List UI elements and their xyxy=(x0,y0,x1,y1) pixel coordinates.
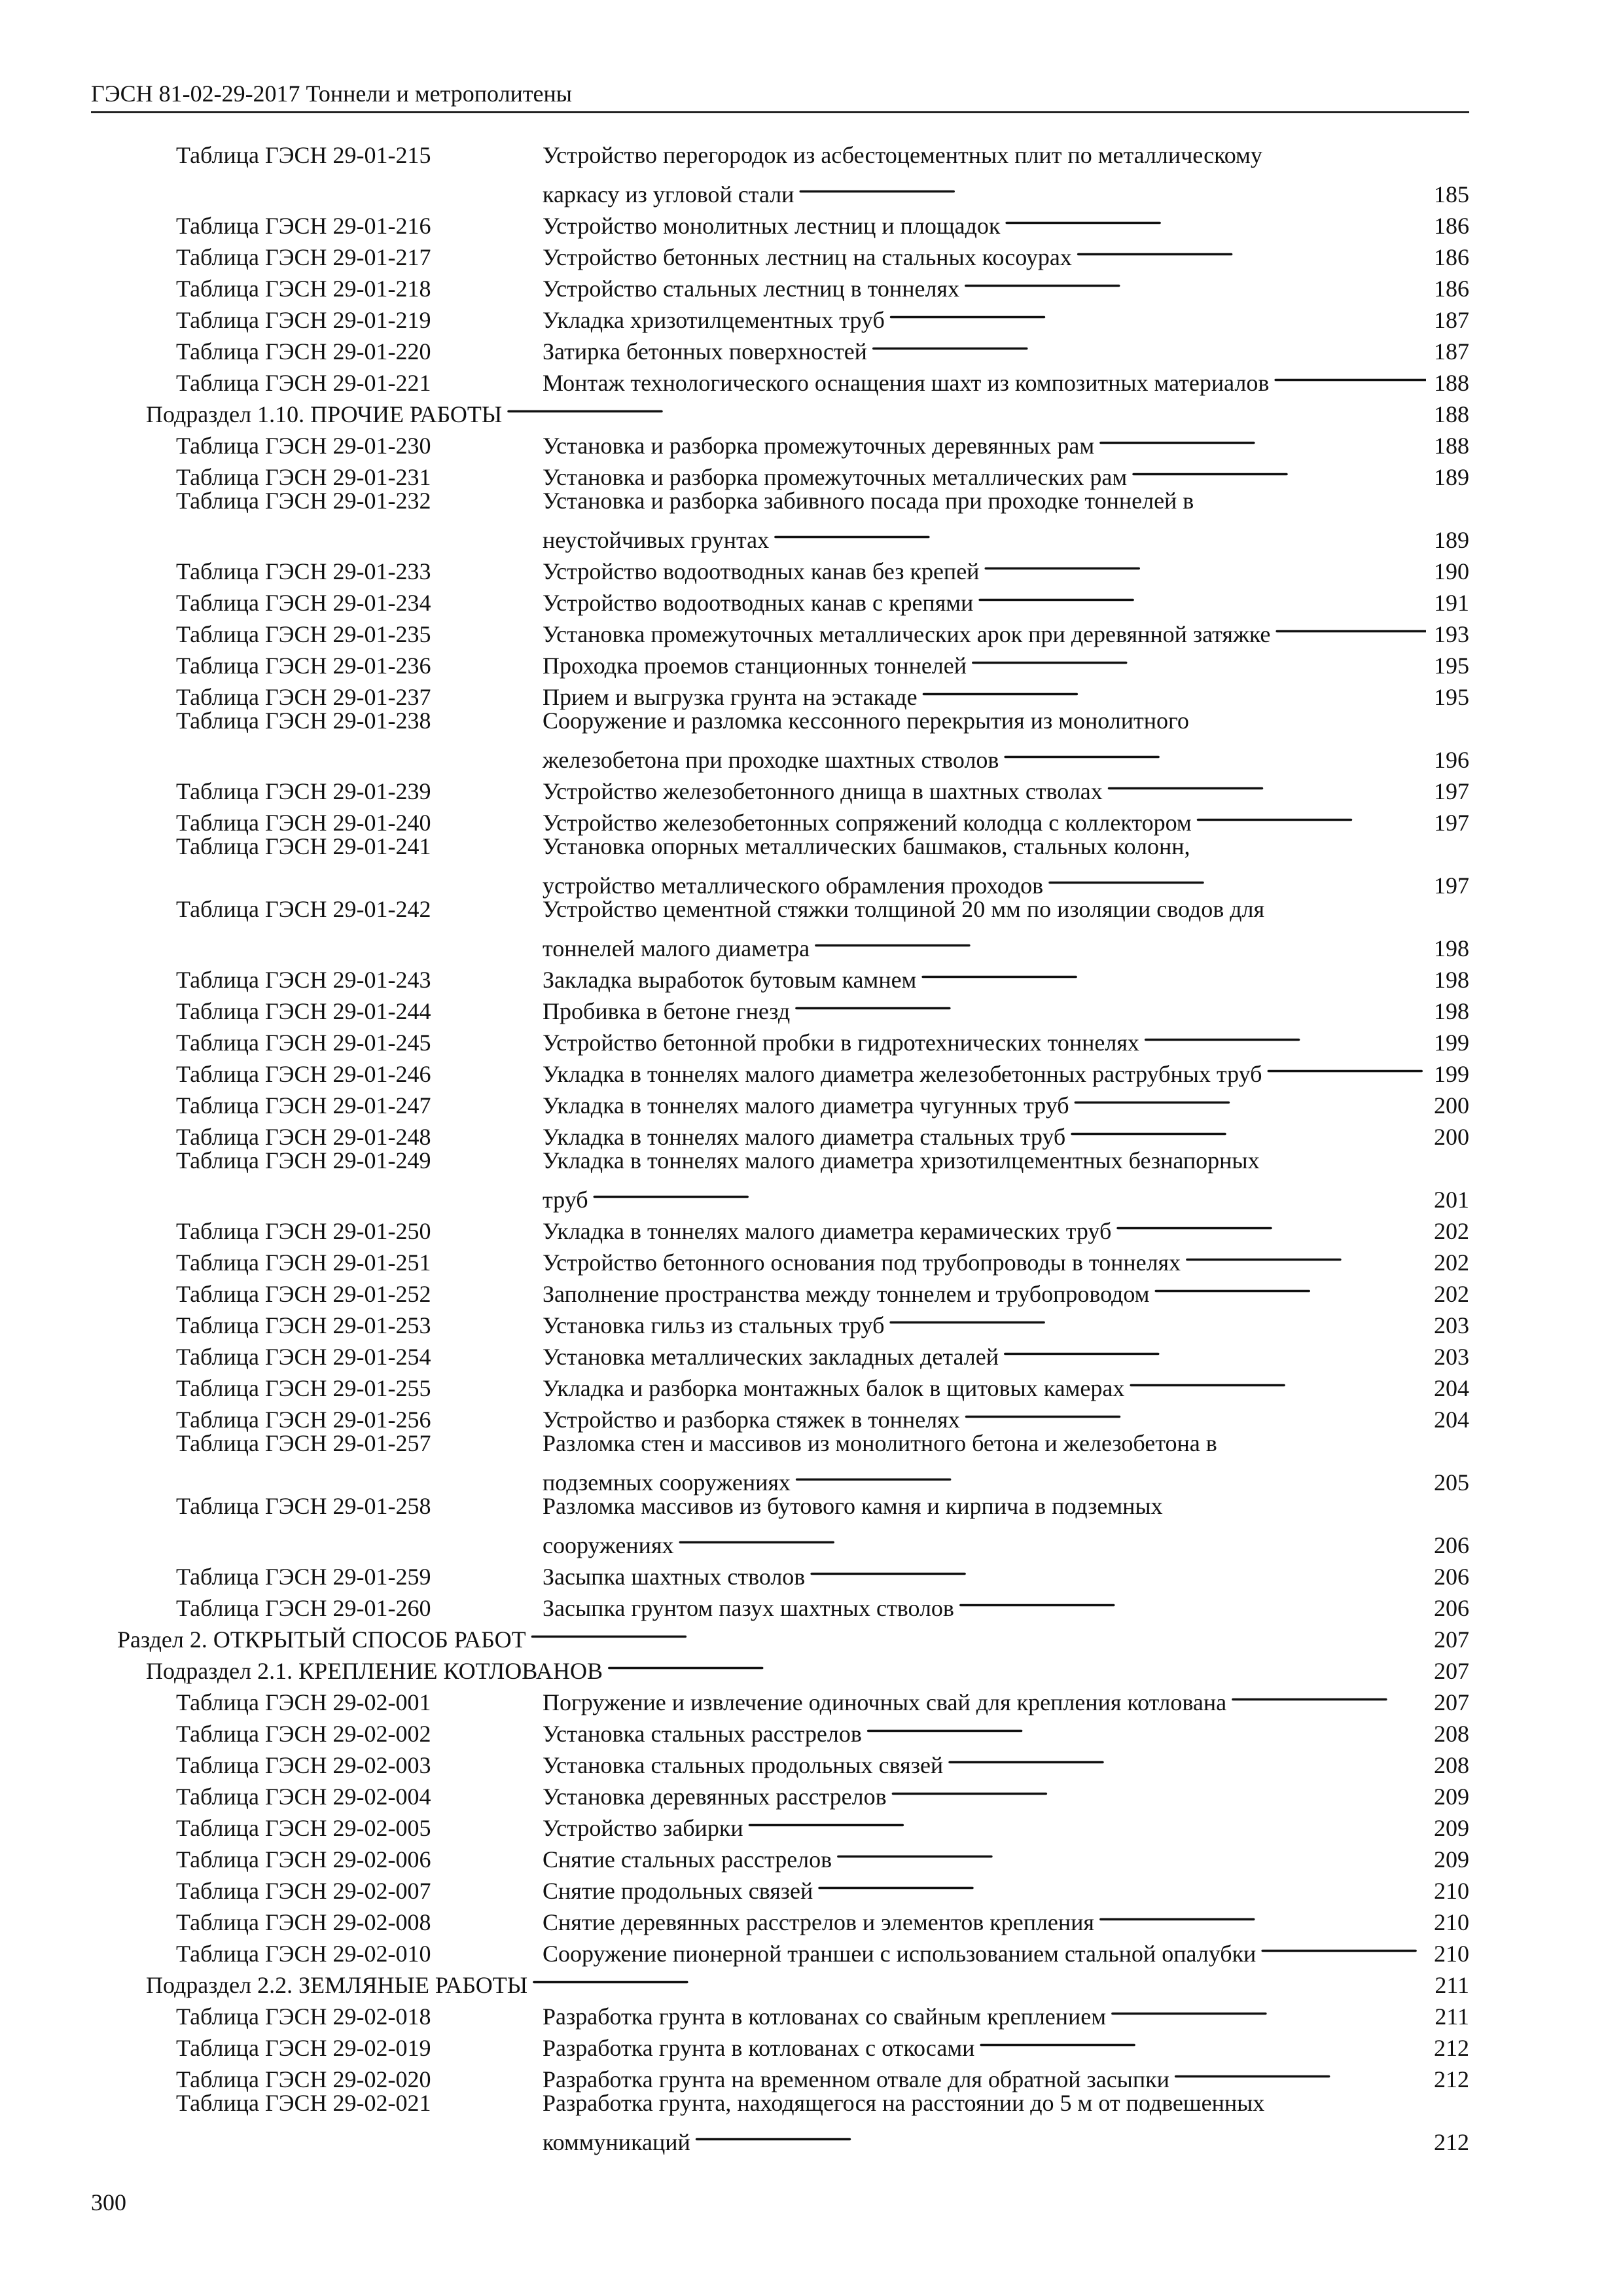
toc-entry[interactable] xyxy=(91,988,1469,1024)
dot-leader xyxy=(964,1396,1426,1427)
toc-page-number: 196 xyxy=(1434,747,1469,773)
toc-page-number: 195 xyxy=(1434,684,1469,710)
toc-entry-title: Сооружение и разломка кессонного перекрытия из монолитного xyxy=(543,708,1189,734)
toc-entry[interactable] xyxy=(91,1585,1469,1621)
toc-entry-code: Таблица ГЭСН 29-02-021 xyxy=(176,2090,431,2116)
toc-entry[interactable] xyxy=(91,642,1469,679)
toc-page-number: 200 xyxy=(1434,1124,1469,1150)
toc-entry-code: Таблица ГЭСН 29-02-006 xyxy=(176,1846,431,1873)
toc-entry-code: Таблица ГЭСН 29-01-216 xyxy=(176,213,431,239)
toc-page-number: 210 xyxy=(1434,1941,1469,1967)
toc-entry[interactable] xyxy=(91,1553,1469,1590)
toc-entry[interactable] xyxy=(91,548,1469,584)
toc-entry[interactable] xyxy=(91,705,1469,773)
toc-entry-title: Устройство бетонных лестниц на стальных косоурах xyxy=(543,244,1072,270)
dot-leader xyxy=(1274,611,1426,642)
toc-entry[interactable] xyxy=(91,1208,1469,1244)
toc-page-number: 204 xyxy=(1434,1407,1469,1433)
toc-entry-title: тоннелей малого диаметра xyxy=(543,935,810,961)
toc-entry-title: Устройство железобетонного днища в шахтных стволах xyxy=(543,778,1103,804)
toc-entry[interactable] xyxy=(91,1773,1469,1810)
toc-entry-title: неустойчивых грунтах xyxy=(543,527,770,553)
toc-entry-title: Пробивка в бетоне гнезд xyxy=(543,998,791,1024)
toc-entry-code: Таблица ГЭСН 29-01-215 xyxy=(176,142,431,168)
toc-entry-title: Разработка грунта, находящегося на расстоянии до 5 м от подвешенных xyxy=(543,2090,1265,2116)
dot-leader xyxy=(1131,454,1426,485)
toc-entry-title: Устройство железобетонных сопряжений колодца с коллектором xyxy=(543,810,1192,836)
toc-entry[interactable] xyxy=(91,1270,1469,1307)
toc-entry[interactable] xyxy=(91,1836,1469,1873)
toc-entry-code: Таблица ГЭСН 29-02-010 xyxy=(176,1941,431,1967)
toc-entry[interactable] xyxy=(91,1742,1469,1778)
toc-entry[interactable] xyxy=(91,1396,1469,1433)
dot-leader xyxy=(920,956,1426,988)
toc-entry-code: Таблица ГЭСН 29-01-235 xyxy=(176,621,431,647)
toc-page-number: 189 xyxy=(1434,464,1469,490)
toc-entry[interactable] xyxy=(91,1239,1469,1276)
toc-entry[interactable] xyxy=(91,328,1469,365)
toc-entry-code: Таблица ГЭСН 29-01-242 xyxy=(176,896,431,922)
toc-entry[interactable] xyxy=(91,1490,1469,1558)
toc-entry-code: Таблица ГЭСН 29-01-248 xyxy=(176,1124,431,1150)
toc-entry[interactable] xyxy=(91,454,1469,490)
toc-page-number: 191 xyxy=(1434,590,1469,616)
toc-entry-title: Устройство стальных лестниц в тоннелях xyxy=(543,276,959,302)
toc-page-number: 185 xyxy=(1434,181,1469,207)
running-header xyxy=(91,75,1469,113)
toc-entry-code: Таблица ГЭСН 29-02-005 xyxy=(176,1815,431,1841)
dot-leader xyxy=(971,642,1426,673)
dot-leader xyxy=(958,1585,1426,1616)
toc-entry[interactable] xyxy=(91,1113,1469,1150)
toc-entry-code: Таблица ГЭСН 29-01-220 xyxy=(176,338,431,365)
toc-entry[interactable] xyxy=(91,831,1469,899)
toc-page-number: 209 xyxy=(1434,1784,1469,1810)
toc-entry[interactable] xyxy=(91,2087,1469,2155)
dot-leader xyxy=(836,1836,1426,1867)
toc-entry[interactable] xyxy=(91,799,1469,836)
toc-page-number: 201 xyxy=(1434,1187,1469,1213)
toc-entry[interactable] xyxy=(91,893,1469,961)
toc-entry-title: Установка стальных расстрелов xyxy=(543,1721,862,1747)
toc-entry-code: Таблица ГЭСН 29-01-238 xyxy=(176,708,431,734)
toc-entry-code: Таблица ГЭСН 29-01-247 xyxy=(176,1092,431,1119)
toc-entry-title: Укладка в тоннелях малого диаметра стальных труб xyxy=(543,1124,1066,1150)
toc-entry[interactable] xyxy=(91,202,1469,239)
toc-entry-title: подземных сооружениях xyxy=(543,1469,791,1496)
toc-page-number: 211 xyxy=(1435,2003,1469,2030)
dot-leader xyxy=(592,1176,1426,1208)
toc-entry-title: Укладка в тоннелях малого диаметра керамических труб xyxy=(543,1218,1112,1244)
toc-page-number: 206 xyxy=(1434,1532,1469,1558)
toc-page-number: 199 xyxy=(1434,1061,1469,1087)
dot-leader xyxy=(889,296,1426,328)
toc-page-number: 212 xyxy=(1434,2066,1469,2092)
dot-leader xyxy=(963,265,1426,296)
toc-entry-title: Устройство водоотводных канав без крепей xyxy=(543,558,980,584)
toc-page-number: 202 xyxy=(1434,1281,1469,1307)
toc-entry-code: Таблица ГЭСН 29-02-008 xyxy=(176,1909,431,1935)
toc-entry-title: Установка металлических закладных деталей xyxy=(543,1344,999,1370)
toc-entry-code: Таблица ГЭСН 29-01-217 xyxy=(176,244,431,270)
dot-leader xyxy=(871,328,1426,359)
toc-page-number: 186 xyxy=(1434,244,1469,270)
toc-entry-code: Таблица ГЭСН 29-01-246 xyxy=(176,1061,431,1087)
toc-entry-code: Таблица ГЭСН 29-02-020 xyxy=(176,2066,431,2092)
toc-entry-code: Таблица ГЭСН 29-01-236 xyxy=(176,653,431,679)
toc-entry-code: Таблица ГЭСН 29-02-018 xyxy=(176,2003,431,2030)
toc-entry-title: Устройство и разборка стяжек в тоннелях xyxy=(543,1407,960,1433)
toc-page-number: 206 xyxy=(1434,1564,1469,1590)
dot-leader xyxy=(888,1302,1426,1333)
toc-page-number: 207 xyxy=(1434,1658,1469,1684)
toc-page-number: 211 xyxy=(1435,1972,1469,1998)
dot-leader xyxy=(921,673,1426,705)
toc-entry[interactable] xyxy=(91,2056,1469,2092)
dot-leader xyxy=(1266,1050,1426,1082)
dot-leader xyxy=(1196,799,1426,831)
toc-entry[interactable] xyxy=(91,956,1469,993)
toc-entry-title: труб xyxy=(543,1187,588,1213)
toc-page-number: 207 xyxy=(1434,1689,1469,1715)
toc-entry-code: Таблица ГЭСН 29-02-007 xyxy=(176,1878,431,1904)
dot-leader xyxy=(977,579,1426,611)
toc-page-number: 200 xyxy=(1434,1092,1469,1119)
toc-page-number: 197 xyxy=(1434,872,1469,899)
toc-page-number: 203 xyxy=(1434,1344,1469,1370)
dot-leader xyxy=(809,1553,1426,1585)
toc-page-number: 195 xyxy=(1434,653,1469,679)
toc-entry-title: Прием и выгрузка грунта на эстакаде xyxy=(543,684,918,710)
toc-entry-title: сооружениях xyxy=(543,1532,674,1558)
toc-entry-code: Таблица ГЭСН 29-01-252 xyxy=(176,1281,431,1307)
dot-leader xyxy=(947,1742,1426,1773)
toc-page-number: 188 xyxy=(1434,370,1469,396)
toc-page-number: 210 xyxy=(1434,1878,1469,1904)
toc-entry[interactable] xyxy=(91,1710,1469,1747)
toc-page-number: 208 xyxy=(1434,1721,1469,1747)
toc-entry-title: Укладка в тоннелях малого диаметра хризотилцементных безнапорных xyxy=(543,1147,1260,1174)
toc-section[interactable] xyxy=(91,1616,1469,1653)
toc-entry-title: Установка и разборка промежуточных металлических рам xyxy=(543,464,1128,490)
dot-leader xyxy=(1073,1082,1426,1113)
toc-entry-code: Таблица ГЭСН 29-01-244 xyxy=(176,998,431,1024)
toc-entry[interactable] xyxy=(91,1899,1469,1935)
toc-entry-code: Таблица ГЭСН 29-01-257 xyxy=(176,1430,431,1456)
toc-entry-code: Таблица ГЭСН 29-02-004 xyxy=(176,1784,431,1810)
toc-page-number: 212 xyxy=(1434,2035,1469,2061)
toc-entry-title: Устройство бетонного основания под трубопроводы в тоннелях xyxy=(543,1249,1181,1276)
toc-entry-title: Засыпка шахтных стволов xyxy=(543,1564,806,1590)
toc-entry[interactable] xyxy=(91,485,1469,553)
dot-leader xyxy=(773,516,1426,548)
dot-leader xyxy=(817,1867,1426,1899)
toc-entry-title: Разработка грунта в котлованах со свайным креплением xyxy=(543,2003,1107,2030)
toc-page-number: 208 xyxy=(1434,1752,1469,1778)
toc-entry-title: Укладка и разборка монтажных балок в щитовых камерах xyxy=(543,1375,1125,1401)
dot-leader xyxy=(1110,1993,1426,2024)
toc-page-number: 209 xyxy=(1434,1815,1469,1841)
toc-entry-code: Таблица ГЭСН 29-01-219 xyxy=(176,307,431,333)
toc-entry-code: Таблица ГЭСН 29-01-232 xyxy=(176,488,431,514)
toc-entry-code: Таблица ГЭСН 29-01-240 xyxy=(176,810,431,836)
toc-page-number: 209 xyxy=(1434,1846,1469,1873)
dot-leader xyxy=(694,2119,1426,2150)
toc-entry-code: Таблица ГЭСН 29-01-243 xyxy=(176,967,431,993)
toc-entry-title: Разломка стен и массивов из монолитного бетона и железобетона в xyxy=(543,1430,1217,1456)
toc-entry-title: Устройство перегородок из асбестоцементных плит по металлическому xyxy=(543,142,1262,168)
toc-entry-code: Таблица ГЭСН 29-02-019 xyxy=(176,2035,431,2061)
toc-subsection[interactable] xyxy=(91,1962,1469,1998)
dot-leader xyxy=(794,1459,1426,1490)
dot-leader xyxy=(1143,1019,1426,1050)
dot-leader xyxy=(978,2024,1426,2056)
toc-entry-code: Таблица ГЭСН 29-01-256 xyxy=(176,1407,431,1433)
toc-subsection-label: Подраздел 2.2. ЗЕМЛЯНЫЕ РАБОТЫ xyxy=(146,1972,528,1998)
dot-leader xyxy=(866,1710,1426,1742)
toc-entry-title: Устройство цементной стяжки толщиной 20 мм по изоляции сводов для xyxy=(543,896,1265,922)
toc-entry-code: Таблица ГЭСН 29-02-002 xyxy=(176,1721,431,1747)
toc-page-number: 186 xyxy=(1434,276,1469,302)
toc-entry-title: Разработка грунта в котлованах с откосами xyxy=(543,2035,975,2061)
toc-page-number: 198 xyxy=(1434,935,1469,961)
toc-page-number: 198 xyxy=(1434,967,1469,993)
toc-entry-code: Таблица ГЭСН 29-01-218 xyxy=(176,276,431,302)
toc-entry-code: Таблица ГЭСН 29-01-230 xyxy=(176,433,431,459)
toc-page-number: 188 xyxy=(1434,433,1469,459)
dot-leader xyxy=(678,1522,1427,1553)
dot-leader xyxy=(1047,862,1426,893)
dot-leader xyxy=(1076,234,1426,265)
toc-page-number: 204 xyxy=(1434,1375,1469,1401)
toc-subsection[interactable] xyxy=(91,1647,1469,1684)
toc-entry-code: Таблица ГЭСН 29-01-221 xyxy=(176,370,431,396)
toc-entry-title: коммуникаций xyxy=(543,2129,690,2155)
dot-leader xyxy=(1098,1899,1426,1930)
toc-page-number: 197 xyxy=(1434,778,1469,804)
toc-entry-title: Укладка хризотилцементных труб xyxy=(543,307,885,333)
dot-leader xyxy=(813,925,1426,956)
toc-entry-code: Таблица ГЭСН 29-01-234 xyxy=(176,590,431,616)
toc-page-number: 187 xyxy=(1434,307,1469,333)
toc-entry-title: Засыпка грунтом пазух шахтных стволов xyxy=(543,1595,954,1621)
toc-entry-title: Установка деревянных расстрелов xyxy=(543,1784,887,1810)
dot-leader xyxy=(891,1773,1426,1804)
table-of-contents xyxy=(91,139,1469,2155)
toc-entry-code: Таблица ГЭСН 29-01-231 xyxy=(176,464,431,490)
dot-leader xyxy=(983,548,1426,579)
dot-leader xyxy=(1273,359,1426,391)
toc-entry-code: Таблица ГЭСН 29-01-258 xyxy=(176,1493,431,1519)
toc-page-number: 188 xyxy=(1434,401,1469,427)
toc-entry-code: Таблица ГЭСН 29-01-260 xyxy=(176,1595,431,1621)
toc-entry[interactable] xyxy=(91,1050,1469,1087)
toc-entry-code: Таблица ГЭСН 29-01-250 xyxy=(176,1218,431,1244)
toc-page-number: 202 xyxy=(1434,1218,1469,1244)
toc-entry[interactable] xyxy=(91,1333,1469,1370)
toc-page-number: 207 xyxy=(1434,1626,1469,1653)
dot-leader xyxy=(1115,1208,1426,1239)
toc-entry[interactable] xyxy=(91,579,1469,616)
dot-leader xyxy=(1069,1113,1426,1145)
toc-entry-title: Установка промежуточных металлических арок при деревянной затяжке xyxy=(543,621,1271,647)
header-title: ГЭСН 81-02-29-2017 Тоннели и метрополитены xyxy=(91,81,572,107)
dot-leader xyxy=(798,171,1426,202)
toc-entry-title: Укладка в тоннелях малого диаметра железобетонных раструбных труб xyxy=(543,1061,1262,1087)
toc-entry-title: Устройство забирки xyxy=(543,1815,743,1841)
toc-entry[interactable] xyxy=(91,359,1469,396)
toc-entry-title: Снятие деревянных расстрелов и элементов крепления xyxy=(543,1909,1094,1935)
toc-entry[interactable] xyxy=(91,1679,1469,1715)
toc-entry-code: Таблица ГЭСН 29-01-249 xyxy=(176,1147,431,1174)
toc-page-number: 193 xyxy=(1434,621,1469,647)
toc-page-number: 203 xyxy=(1434,1312,1469,1338)
toc-entry-code: Таблица ГЭСН 29-01-254 xyxy=(176,1344,431,1370)
toc-entry[interactable] xyxy=(91,1867,1469,1904)
toc-entry-title: Установка стальных продольных связей xyxy=(543,1752,944,1778)
toc-entry-title: Затирка бетонных поверхностей xyxy=(543,338,867,365)
dot-leader xyxy=(747,1804,1426,1836)
dot-leader xyxy=(1003,1333,1426,1365)
toc-entry-title: Установка опорных металлических башмаков, стальных колонн, xyxy=(543,833,1190,859)
toc-entry[interactable] xyxy=(91,1302,1469,1338)
toc-page-number: 199 xyxy=(1434,1030,1469,1056)
toc-entry[interactable] xyxy=(91,422,1469,459)
toc-entry-title: устройство металлического обрамления проходов xyxy=(543,872,1044,899)
toc-entry-title: Устройство монолитных лестниц и площадок xyxy=(543,213,1001,239)
toc-entry-code: Таблица ГЭСН 29-01-245 xyxy=(176,1030,431,1056)
toc-page-number: 212 xyxy=(1434,2129,1469,2155)
toc-subsection-label: Подраздел 2.1. КРЕПЛЕНИЕ КОТЛОВАНОВ xyxy=(146,1658,603,1684)
toc-entry-title: Установка гильз из стальных труб xyxy=(543,1312,885,1338)
toc-page-number: 190 xyxy=(1434,558,1469,584)
toc-page-number: 206 xyxy=(1434,1595,1469,1621)
toc-entry-title: Снятие стальных расстрелов xyxy=(543,1846,832,1873)
dot-leader xyxy=(1153,1270,1426,1302)
toc-entry-title: Монтаж технологического оснащения шахт из композитных материалов xyxy=(543,370,1270,396)
dot-leader xyxy=(1004,202,1426,234)
toc-entry[interactable] xyxy=(91,265,1469,302)
toc-entry-title: Установка и разборка забивного посада при проходке тоннелей в xyxy=(543,488,1194,514)
toc-entry[interactable] xyxy=(91,1145,1469,1213)
toc-page-number: 187 xyxy=(1434,338,1469,365)
toc-entry-code: Таблица ГЭСН 29-01-241 xyxy=(176,833,431,859)
toc-entry-title: Проходка проемов станционных тоннелей xyxy=(543,653,967,679)
toc-entry[interactable] xyxy=(91,1019,1469,1056)
toc-entry-title: Укладка в тоннелях малого диаметра чугунных труб xyxy=(543,1092,1069,1119)
toc-entry-title: Установка и разборка промежуточных деревянных рам xyxy=(543,433,1095,459)
toc-entry[interactable] xyxy=(91,2024,1469,2061)
toc-page-number: 197 xyxy=(1434,810,1469,836)
page-number: 300 xyxy=(91,2189,126,2215)
toc-entry[interactable] xyxy=(91,768,1469,804)
toc-entry-title: железобетона при проходке шахтных стволов xyxy=(543,747,999,773)
toc-entry-title: Снятие продольных связей xyxy=(543,1878,813,1904)
toc-entry-code: Таблица ГЭСН 29-01-251 xyxy=(176,1249,431,1276)
toc-entry-title: Заполнение пространства между тоннелем и трубопроводом xyxy=(543,1281,1150,1307)
toc-entry-title: Устройство бетонной пробки в гидротехнических тоннелях xyxy=(543,1030,1139,1056)
dot-leader xyxy=(1107,768,1426,799)
toc-entry[interactable] xyxy=(91,1365,1469,1401)
toc-entry[interactable] xyxy=(91,611,1469,647)
toc-page-number: 189 xyxy=(1434,527,1469,553)
toc-entry[interactable] xyxy=(91,1082,1469,1119)
toc-subsection-label: Подраздел 1.10. ПРОЧИЕ РАБОТЫ xyxy=(146,401,503,427)
toc-entry[interactable] xyxy=(91,1427,1469,1496)
toc-entry-code: Таблица ГЭСН 29-01-253 xyxy=(176,1312,431,1338)
toc-entry-code: Таблица ГЭСН 29-01-259 xyxy=(176,1564,431,1590)
toc-entry-code: Таблица ГЭСН 29-02-001 xyxy=(176,1689,431,1715)
toc-entry-title: Сооружение пионерной траншеи с использованием стальной опалубки xyxy=(543,1941,1257,1967)
dot-leader xyxy=(1185,1239,1426,1270)
toc-entry-code: Таблица ГЭСН 29-01-239 xyxy=(176,778,431,804)
toc-section-label: Раздел 2. ОТКРЫТЫЙ СПОСОБ РАБОТ xyxy=(117,1626,526,1653)
toc-entry[interactable] xyxy=(91,673,1469,710)
toc-page-number: 210 xyxy=(1434,1909,1469,1935)
toc-entry-title: Разломка массивов из бутового камня и кирпича в подземных xyxy=(543,1493,1163,1519)
dot-leader xyxy=(1230,1679,1426,1710)
dot-leader xyxy=(607,1647,1426,1679)
dot-leader xyxy=(1003,736,1426,768)
toc-page-number: 205 xyxy=(1434,1469,1469,1496)
dot-leader xyxy=(506,391,1426,422)
toc-entry-title: Разработка грунта на временном отвале для обратной засыпки xyxy=(543,2066,1169,2092)
toc-page-number: 198 xyxy=(1434,998,1469,1024)
toc-entry[interactable] xyxy=(91,1804,1469,1841)
dot-leader xyxy=(1128,1365,1426,1396)
toc-entry[interactable] xyxy=(91,1993,1469,2030)
toc-entry-code: Таблица ГЭСН 29-02-003 xyxy=(176,1752,431,1778)
toc-entry[interactable] xyxy=(91,139,1469,207)
toc-subsection[interactable] xyxy=(91,391,1469,427)
toc-entry-code: Таблица ГЭСН 29-01-255 xyxy=(176,1375,431,1401)
toc-entry[interactable] xyxy=(91,234,1469,270)
toc-entry[interactable] xyxy=(91,296,1469,333)
dot-leader xyxy=(794,988,1426,1019)
toc-entry-code: Таблица ГЭСН 29-01-237 xyxy=(176,684,431,710)
dot-leader xyxy=(531,1962,1426,1993)
toc-page-number: 186 xyxy=(1434,213,1469,239)
toc-entry-title: Погружение и извлечение одиночных свай для крепления котлована xyxy=(543,1689,1227,1715)
toc-entry[interactable] xyxy=(91,1930,1469,1967)
toc-entry-title: каркасу из угловой стали xyxy=(543,181,794,207)
toc-entry-title: Закладка выработок бутовым камнем xyxy=(543,967,917,993)
dot-leader xyxy=(530,1616,1426,1647)
dot-leader xyxy=(1260,1930,1426,1962)
dot-leader xyxy=(1173,2056,1426,2087)
toc-entry-title: Устройство водоотводных канав с крепями xyxy=(543,590,974,616)
dot-leader xyxy=(1098,422,1426,454)
toc-page-number: 202 xyxy=(1434,1249,1469,1276)
toc-entry-code: Таблица ГЭСН 29-01-233 xyxy=(176,558,431,584)
